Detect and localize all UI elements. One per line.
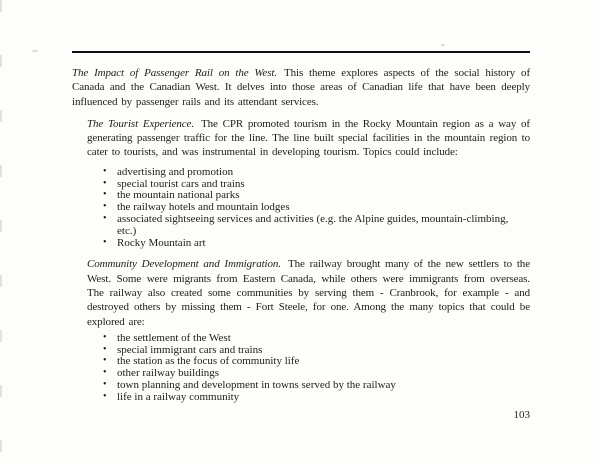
header-rule bbox=[72, 51, 530, 53]
page-number: 103 bbox=[513, 409, 530, 421]
page-content bbox=[72, 66, 530, 404]
bullet-icon: • bbox=[103, 201, 107, 213]
paragraph-body-text: This theme explores aspects of the social history of Canada and the Canadian West. It delves into those areas of Canadian life that have been deeply influenced by passenger rails and its attendant services. bbox=[72, 67, 531, 108]
list-item-text: the mountain national parks bbox=[117, 189, 240, 202]
paragraph-impact-of-passenger-rail bbox=[72, 66, 530, 109]
bullet-icon: • bbox=[103, 177, 107, 189]
scan-speck bbox=[32, 50, 38, 52]
list-item-text: life in a railway community bbox=[117, 390, 240, 403]
topics-list-community bbox=[87, 333, 530, 404]
paragraph-community-development bbox=[87, 257, 530, 328]
bullet-icon: • bbox=[103, 212, 107, 224]
topics-list-tourist bbox=[87, 167, 530, 250]
list-item-text: advertising and promotion bbox=[117, 165, 234, 178]
paragraph-lead-italic: The Tourist Experience. bbox=[87, 117, 194, 130]
bullet-icon: • bbox=[103, 379, 107, 391]
list-item-text: special tourist cars and trains bbox=[117, 177, 245, 190]
list-item bbox=[87, 392, 530, 404]
bullet-icon: • bbox=[103, 165, 107, 177]
paragraph-body-text: The CPR promoted tourism in the Rocky Mountain region as a way of generating passenger traffic for the line. The line built special facilities in the mountain region to cater to tourists, and was instrumental in developing tourism. Topics could include: bbox=[87, 117, 530, 159]
paragraph-lead-italic: The Impact of Passenger Rail on the West. bbox=[72, 67, 278, 79]
list-item-text: the settlement of the West bbox=[117, 331, 231, 344]
bullet-icon: • bbox=[103, 236, 107, 248]
bullet-icon: • bbox=[103, 331, 107, 343]
paragraph-body-text: The railway brought many of the new settlers to the West. Some were migrants from Eastern Canada, while others were immigrants from overseas. The railway also created some communities by serving them - Cranbrook, for example - and destroyed others by missing them - Fort Steele, for one. Among the many topics that could be explored are: bbox=[87, 258, 530, 328]
list-item-text: the station as the focus of community life bbox=[117, 355, 300, 368]
scan-edge-artifact bbox=[0, 0, 2, 465]
list-item bbox=[87, 214, 530, 238]
bullet-icon: • bbox=[103, 355, 107, 367]
scan-speck bbox=[441, 44, 445, 46]
paragraph-lead-italic: Community Development and Immigration. bbox=[87, 258, 281, 271]
paragraph-tourist-experience bbox=[87, 117, 530, 160]
list-item bbox=[87, 238, 530, 250]
list-item-text: town planning and development in towns served by the railway bbox=[117, 379, 396, 392]
list-item-text: associated sightseeing services and activities (e.g. the Alpine guides, mountain-climbing, etc.) bbox=[117, 212, 509, 237]
bullet-icon: • bbox=[103, 367, 107, 379]
list-item-text: Rocky Mountain art bbox=[117, 236, 206, 249]
bullet-icon: • bbox=[103, 189, 107, 201]
list-item-text: other railway buildings bbox=[117, 367, 220, 380]
list-item-text: special immigrant cars and trains bbox=[117, 343, 263, 356]
list-item-text: the railway hotels and mountain lodges bbox=[117, 201, 290, 214]
bullet-icon: • bbox=[103, 343, 107, 355]
bullet-icon: • bbox=[103, 390, 107, 402]
